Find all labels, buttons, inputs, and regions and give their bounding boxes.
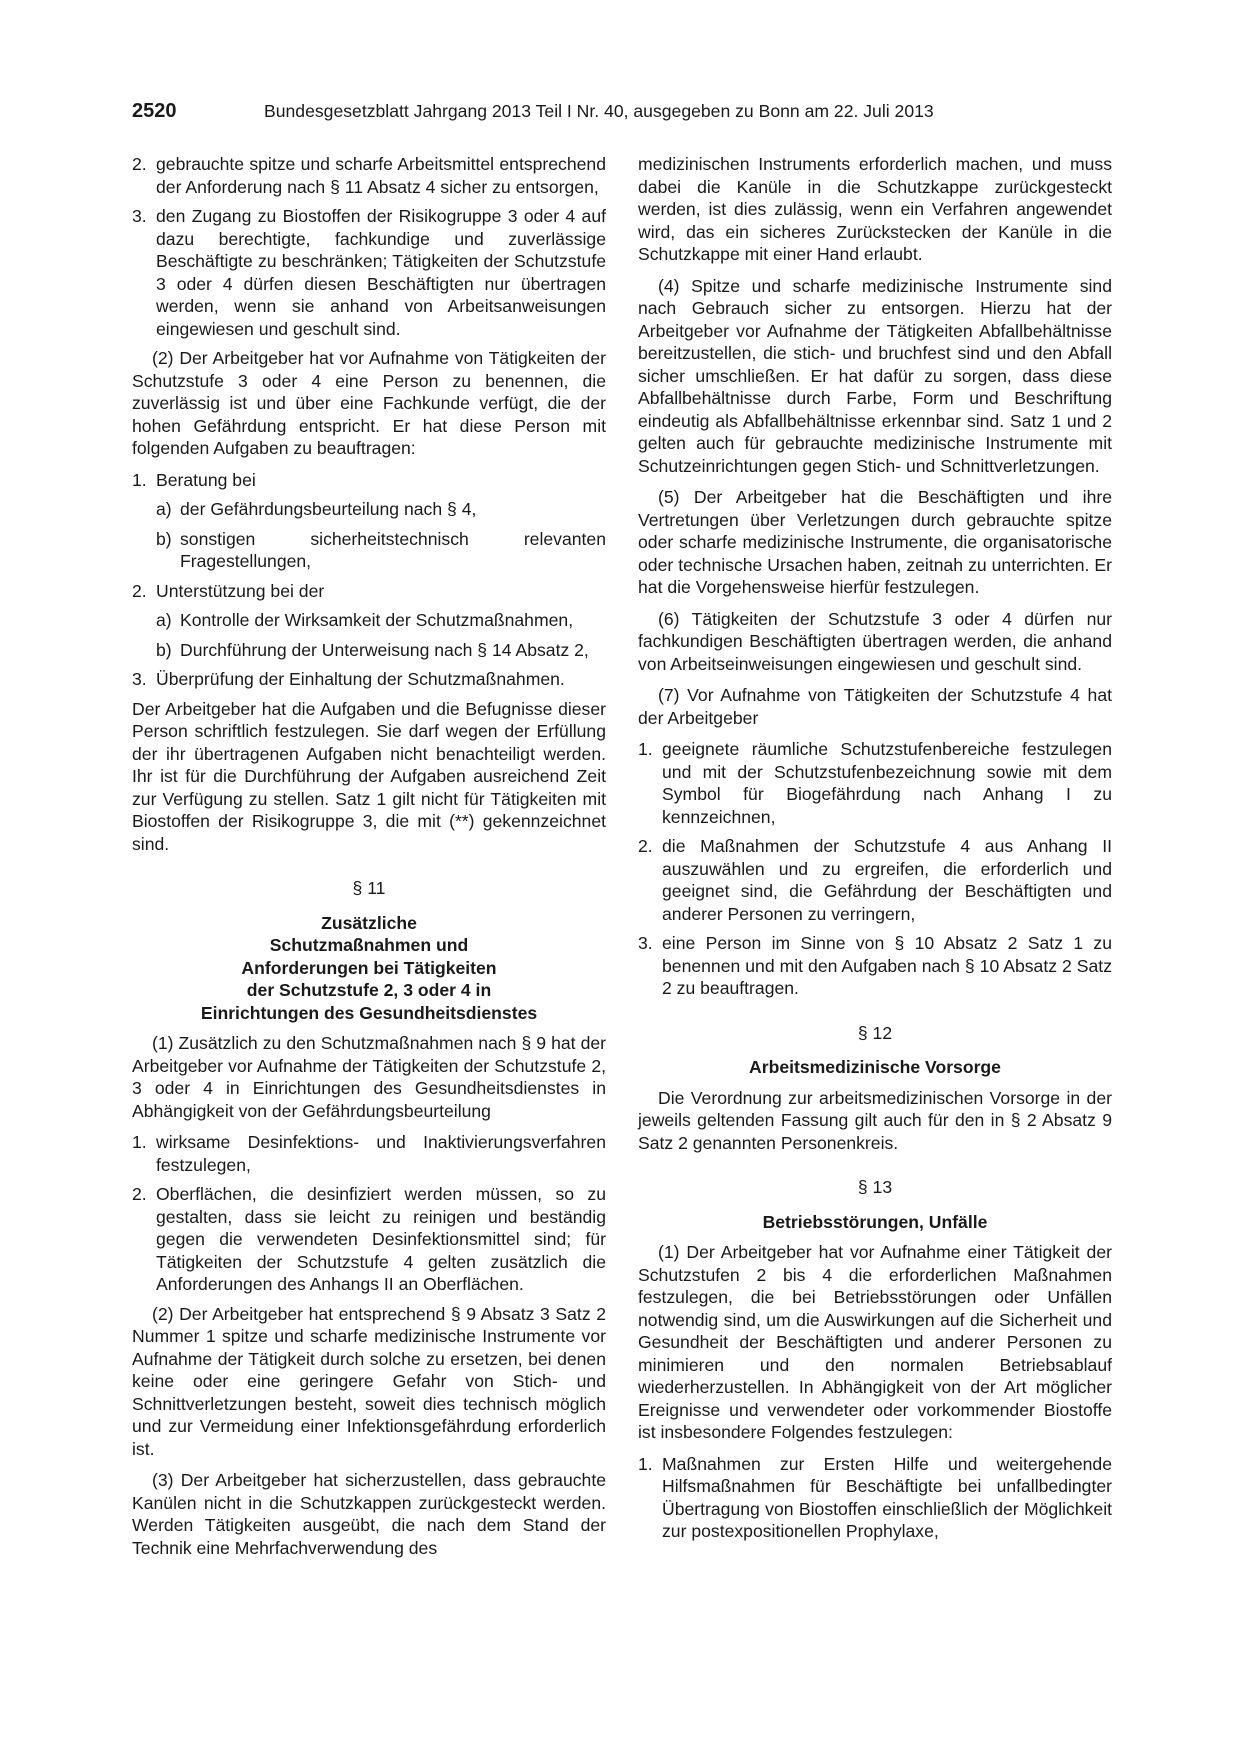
sub-item-text: Kontrolle der Wirksamkeit der Schutzmaßnahmen,: [180, 610, 574, 630]
sub-item-text: Durchführung der Unterweisung nach § 14 Absatz 2,: [180, 639, 589, 660]
item-text: Oberflächen, die desinfiziert werden müssen, so zu gestalten, dass sie leicht zu reinigen und beständig gegen die verwendeten Desinfektionsmittel sind; für Tätigkeiten der Schutzstufe 4 gelten zusätzlich die Anforderungen des Anhangs II an Oberflächen.: [156, 1184, 606, 1294]
item-number: 2.: [132, 1184, 147, 1204]
item-text: Beratung bei: [156, 469, 256, 490]
list-item: [638, 835, 1112, 925]
paragraph-4: (4) Spitze und scharfe medizinische Instrumente sind nach Gebrauch sicher zu entsorgen. Hierzu hat der Arbeitgeber vor Aufnahme der Tätigkeiten Abfallbehältnisse bereitzustellen, die stich- und bruchfest sind und den Abfall sicher umschließen. Er hat dafür zu sorgen, dass diese Abfallbehältnisse durch Farbe, Form und Beschriftung eindeutig als Abfallbehältnisse erkennbar sind. Satz 1 und 2 gelten auch für gebrauchte medizinische Instrumente mit Schutzeinrichtungen gegen Stich- und Schnittverletzungen.: [638, 275, 1112, 476]
sub-item: [132, 609, 606, 632]
item-number: 1.: [132, 1132, 147, 1152]
list-item: [132, 580, 606, 603]
item-number: 1.: [132, 469, 147, 490]
paragraph-2: (2) Der Arbeitgeber hat entsprechend § 9 Absatz 3 Satz 2 Nummer 1 spitze und scharfe medizinische Instrumente vor Aufnahme der Tätigkeit durch solche zu ersetzen, bei denen keine oder eine geringere Gefahr von Stich- und Schnittverletzungen besteht, soweit dies technisch möglich und zur Vermeidung einer Infektionsgefährdung erforderlich ist.: [132, 1303, 606, 1459]
item-number: 3.: [638, 933, 653, 953]
gazette-header-title: Bundesgesetzblatt Jahrgang 2013 Teil I Nr. 40, ausgegeben zu Bonn am 22. Juli 2013: [264, 101, 934, 121]
list-item: [132, 153, 606, 198]
sub-item: [132, 498, 606, 521]
list-item: [638, 932, 1112, 1000]
paragraph-1: (1) Zusätzlich zu den Schutzmaßnahmen nach § 9 hat der Arbeitgeber vor Aufnahme der Tätigkeiten der Schutzstufe 2, 3 oder 4 in Einrichtungen des Gesundheitsdienstes in Abhängigkeit von der Gefährdungsbeurteilung: [132, 1033, 606, 1121]
list-item: [132, 205, 606, 340]
sub-item: [132, 528, 606, 573]
sub-item-text: sonstigen sicherheitstechnisch relevanten Fragestellungen,: [180, 528, 606, 571]
section-number: § 12: [857, 1022, 893, 1043]
paragraph-2: (2) Der Arbeitgeber hat vor Aufnahme von Tätigkeiten der Schutzstufe 3 oder 4 eine Person zu benennen, die zuverlässig ist und über eine Fachkunde verfügt, die der hohen Gefährdung entspricht. Er hat diese Person mit folgenden Aufgaben zu beauftragen:: [132, 348, 606, 458]
item-number: 3.: [132, 206, 147, 226]
section-number: § 13: [857, 1177, 893, 1197]
item-text: Unterstützung bei der: [156, 580, 325, 601]
list-item: [638, 738, 1112, 828]
paragraph-3: (3) Der Arbeitgeber hat sicherzustellen, dass gebrauchte Kanülen nicht in die Schutzkappen zurückgesteckt werden. Werden Tätigkeiten ausgeübt, die nach dem Stand der Technik eine Mehrfachverwendung des: [132, 1470, 606, 1558]
item-number: 2.: [132, 580, 147, 601]
sub-item: [132, 639, 606, 662]
list-item: [132, 469, 606, 492]
right-column: [638, 153, 1112, 1550]
item-number: 1.: [638, 1453, 653, 1474]
paragraph-7: (7) Vor Aufnahme von Tätigkeiten der Schutzstufe 4 hat der Arbeitgeber: [638, 685, 1112, 728]
sub-item-letter: a): [156, 610, 172, 630]
section-title: Betriebsstörungen, Unfälle: [762, 1211, 988, 1232]
paragraph-5: (5) Der Arbeitgeber hat die Beschäftigten und ihre Vertretungen über Verletzungen durch gebrauchte spitze oder scharfe medizinische Instrumente, die organisatorische oder technische Ursachen haben, zeitnah zu unterrichten. Er hat die Vorgehensweise hierfür festzulegen.: [638, 487, 1112, 597]
sub-item-letter: b): [156, 528, 172, 549]
item-number: 2.: [132, 154, 147, 174]
sub-item-text: der Gefährdungsbeurteilung nach § 4,: [180, 499, 477, 519]
item-text: den Zugang zu Biostoffen der Risikogruppe 3 oder 4 auf dazu berechtigte, fachkundige und zuverlässige Beschäftigte zu beschränken; Tätigkeiten der Schutzstufe 3 oder 4 dürfen diesen Beschäftigten nur übertragen werden, wenn sie anhand von Arbeitsanweisungen eingewiesen und geschult sind.: [156, 206, 606, 339]
sub-item-letter: b): [156, 639, 172, 660]
item-number: 2.: [638, 836, 653, 856]
page-header: [132, 100, 1117, 130]
list-item: [132, 1131, 606, 1176]
closing-paragraph: Der Arbeitgeber hat die Aufgaben und die Befugnisse dieser Person schriftlich festzulegen. Sie darf wegen der Erfüllung der ihr übertragenen Aufgaben nicht benachteiligt werden. Ihr ist für die Durchführung der Aufgaben ausreichend Zeit zur Verfügung zu stellen. Satz 1 gilt nicht für Tätigkeiten mit Biostoffen der Risikogruppe 3, die mit (**) gekennzeichnet sind.: [132, 698, 606, 854]
section-title: Zusätzliche Schutzmaßnahmen und Anforderungen bei Tätigkeiten der Schutzstufe 2, 3 oder 4 in Einrichtungen des Gesundheitsdienstes: [200, 912, 538, 1023]
item-number: 1.: [638, 739, 653, 759]
continued-paragraph: medizinischen Instruments erforderlich machen, und muss dabei die Kanüle in die Schutzkappe zurückgesteckt werden, ist dies zulässig, wenn ein Verfahren angewendet wird, das ein sicheres Zurückstecken der Kanüle in die Schutzkappe mit einer Hand erlaubt.: [638, 154, 1112, 264]
item-text: wirksame Desinfektions- und Inaktivierungsverfahren festzulegen,: [156, 1132, 606, 1175]
item-text: Maßnahmen zur Ersten Hilfe und weitergehende Hilfsmaßnahmen für Beschäftigte bei unfallbedingter Übertragung von Biostoffen einschließlich der Möglichkeit zur postexpositionellen Prophylaxe,: [662, 1453, 1112, 1541]
page-number: 2520: [132, 100, 177, 122]
list-item: [638, 1453, 1112, 1543]
item-text: eine Person im Sinne von § 10 Absatz 2 Satz 1 zu benennen und mit den Aufgaben nach § 10 Absatz 2 Satz 2 zu beauftragen.: [662, 933, 1112, 998]
left-column: [132, 153, 606, 1568]
list-item: [132, 668, 606, 691]
item-text: gebrauchte spitze und scharfe Arbeitsmittel entsprechend der Anforderung nach § 11 Absatz 4 sicher zu entsorgen,: [156, 154, 606, 197]
item-number: 3.: [132, 669, 147, 689]
item-text: Überprüfung der Einhaltung der Schutzmaßnahmen.: [156, 669, 565, 689]
paragraph-6: (6) Tätigkeiten der Schutzstufe 3 oder 4 dürfen nur fachkundigen Beschäftigten übertragen werden, die anhand von Arbeitseinweisungen eingewiesen und geschult sind.: [638, 608, 1112, 674]
section-paragraph: Die Verordnung zur arbeitsmedizinischen Vorsorge in der jeweils geltenden Fassung gilt auch für den in § 2 Absatz 9 Satz 2 genannten Personenkreis.: [638, 1087, 1112, 1153]
item-text: geeignete räumliche Schutzstufenbereiche festzulegen und mit der Schutzstufenbezeichnung sowie mit dem Symbol für Biogefährdung nach Anhang I zu kennzeichnen,: [662, 739, 1112, 827]
sub-item-letter: a): [156, 499, 172, 519]
item-text: die Maßnahmen der Schutzstufe 4 aus Anhang II auszuwählen und zu ergreifen, die erforderlich und geeignet sind, die Gefährdung der Beschäftigten und anderer Personen zu verringern,: [662, 836, 1112, 924]
section-title: Arbeitsmedizinische Vorsorge: [749, 1057, 1001, 1077]
section-number: § 11: [352, 878, 386, 898]
paragraph-1: (1) Der Arbeitgeber hat vor Aufnahme einer Tätigkeit der Schutzstufen 2 bis 4 die erforderlichen Maßnahmen festzulegen, die bei Betriebsstörungen oder Unfällen notwendig sind, um die Auswirkungen auf die Sicherheit und Gesundheit der Beschäftigten und anderer Personen zu minimieren und den normalen Betriebsablauf wiederherzustellen. In Abhängigkeit von der Art möglicher Ereignisse und verwendeter oder vorkommender Biostoffe ist insbesondere Folgendes festzulegen:: [638, 1242, 1112, 1442]
list-item: [132, 1183, 606, 1296]
